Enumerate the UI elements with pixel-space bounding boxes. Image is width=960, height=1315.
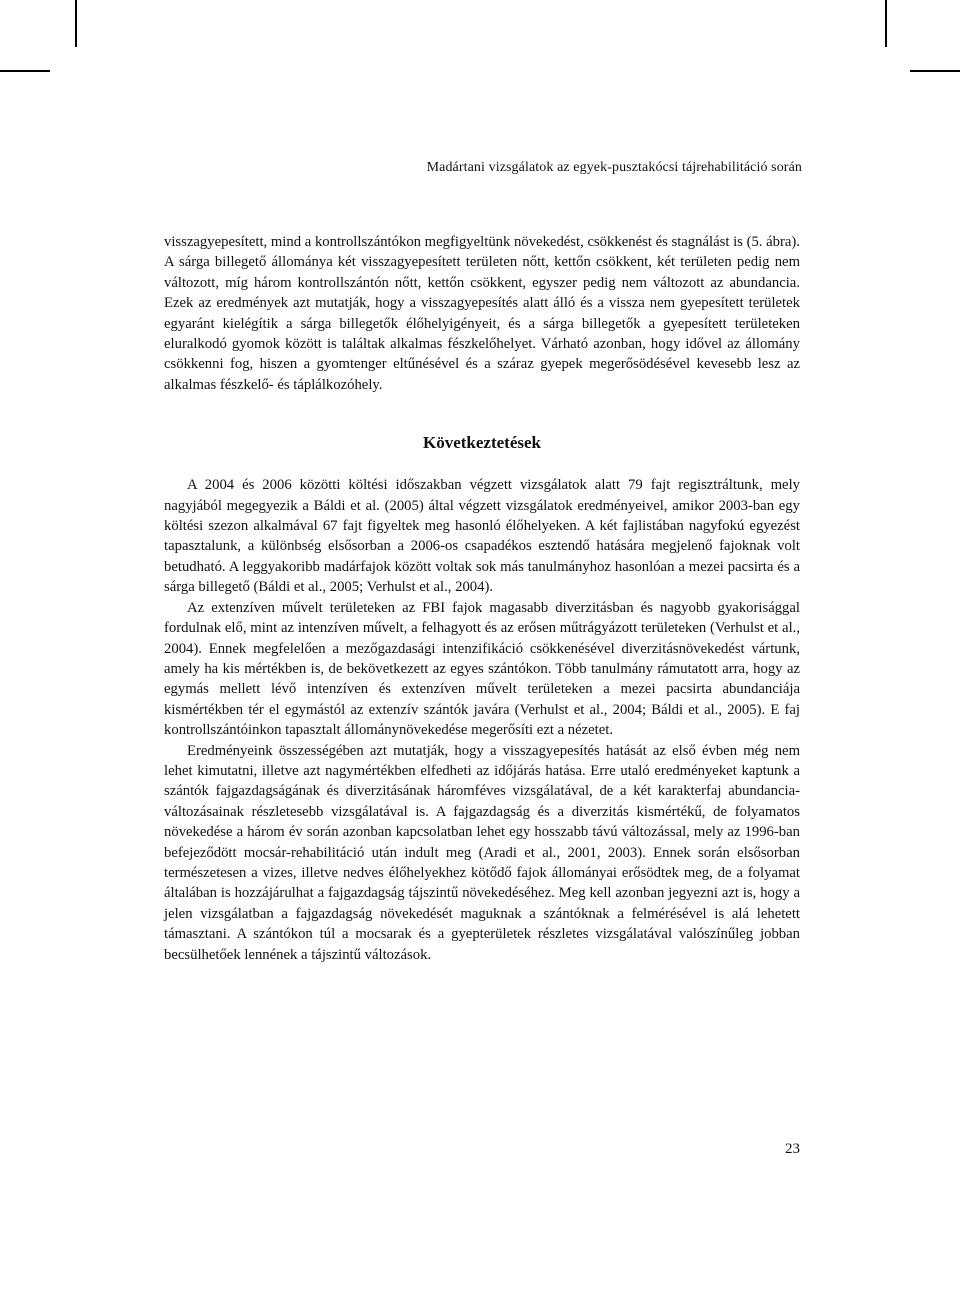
- section-heading: Következtetések: [422, 433, 541, 453]
- crop-mark-top-right: [885, 0, 887, 47]
- paragraph: Az extenzíven művelt területeken az FBI fajok magasabb diverzitásban és nagyobb gyakorisággal fordulnak elő, mint az intenzíven művelt, a felhagyott és az erősen műtrágyázott területeken (Verhulst et al., 2004). Ennek megfelelően a mezőgazdasági intenzifikáció csökkenésével diverzitásnövekedést vártunk, amely ha kis mértékben is, de bekövetkezett az egyes szántókon. Több tanulmány rámutatott arra, hogy az egymás mellett lévő intenzíven és extenzíven művelt területeken a mezei pacsirta abundanciája kismértékben tér el egymástól az extenzív szántók javára (Verhulst et al., 2004; Báldi et al., 2005). E faj kontrollszántóinkon tapasztalt állománynövekedése megerősíti ezt a nézetet.: [164, 599, 800, 739]
- crop-mark-left: [0, 70, 50, 72]
- paragraph: A 2004 és 2006 közötti költési időszakban végzett vizsgálatok alatt 79 fajt regisztráltunk, mely nagyjából megegyezik a Báldi et al. (2005) által végzett vizsgálatok eredményeivel, amikor 2003-ban egy költési szezon alkalmával 67 fajt figyeltek meg hasonló élőhelyeken. A két fajlistában nagyfokú egyezést tapasztalunk, a különbség elsősorban a 2006-os csapadékos esztendő hatására megjelenő fajoknak volt betudható. A leggyakoribb madárfajok között voltak sok más tanulmányhoz hasonlóan a mezei pacsirta és a sárga billegető (Báldi et al., 2005; Verhulst et al., 2004).: [164, 477, 800, 596]
- crop-mark-right: [910, 70, 960, 72]
- continued-paragraph: visszagyepesített, mind a kontrollszántókon megfigyeltünk növekedést, csökkenést és stagnálást is (5. ábra). A sárga billegető állománya két visszagyepesített területen nőtt, kettőn csökkent, két területen pedig nem változott, míg három kontrollszántón nőtt, kettőn csökkent, egyszer pedig nem változott az abundancia. Ezek az eredmények azt mutatják, hogy a visszagyepesítés alatt álló és a vissza nem gyepesített területek egyaránt kielégítik a sárga billegetők élőhelyigényeit, és a sárga billegetők a gyepesített területeken eluralkodó gyomok között is találtak alkalmas fészkelőhelyet. Várható azonban, hogy idővel az állomány csökkenni fog, hiszen a gyomtenger eltűnésével és a száraz gyepek megerősödésével kevesebb lesz az alkalmas fészkelő- és táplálkozóhely.: [164, 234, 800, 393]
- paragraph: Eredményeink összességében azt mutatják, hogy a visszagyepesítés hatását az első évben még nem lehet kimutatni, illetve azt nagymértékben elfedheti az időjárás hatása. Erre utaló eredményeket kaptunk a szántók fajgazdagságának és diverzitásának háromféves vizsgálatával, de a két karakterfaj abundancia-változásainak részletesebb vizsgálatával is. A fajgazdagság és a diverzitás kismértékű, de folyamatos növekedése a három év során azonban kapcsolatban lehet egy hosszabb távú változással, mely az 1996-ban befejeződött mocsár-rehabilitáció után indult meg (Aradi et al., 2001, 2003). Ennek során elsősorban természetesen a vizes, illetve nedves élőhelyekhez kötődő fajok állományai erősödtek meg, de a folyamat általában is hozzájárulhat a fajgazdagság tájszintű növekedéséhez. Meg kell azonban jegyezni azt is, hogy a jelen vizsgálatban a fajgazdagság növekedését maguknak a szántóknak a felmérésével is alá lehetett támasztani. A szántókon túl a mocsarak és a gyepterületek részletes vizsgálatával valószínűleg jobban becsülhetőek lennének a tájszintű változások.: [164, 742, 800, 963]
- running-header: Madártani vizsgálatok az egyek-pusztakócsi tájrehabilitáció során: [426, 160, 802, 175]
- page-number: 23: [785, 1141, 800, 1157]
- crop-mark-top-left: [75, 0, 77, 47]
- page-body: [164, 232, 800, 965]
